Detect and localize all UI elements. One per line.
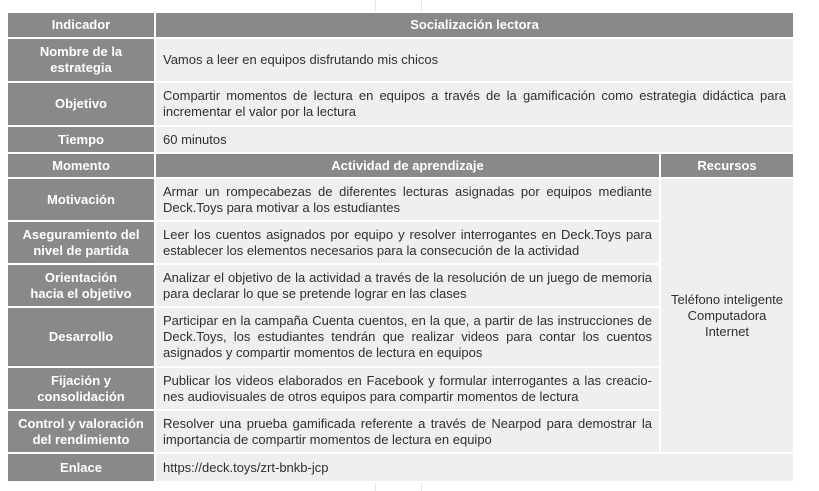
moment-label-line-1: Orientación — [44, 269, 118, 285]
moment-activity: Participar en la campaña Cuenta cuentos, en la que, a partir de las instrucciones de Deck.Toys, los estudiantes tendrán que realizar videos para contar los cuentos asignados y compartir momentos de lectura en equipos — [155, 307, 660, 367]
moment-label — [7, 264, 155, 307]
moment-label — [7, 221, 155, 264]
indicador-header: Indicador — [7, 12, 155, 38]
resources-cell — [660, 178, 794, 453]
moment-label — [7, 367, 155, 410]
moment-label-line-2: nivel de partida — [33, 242, 129, 258]
actividad-column-header: Actividad de aprendizaje — [155, 153, 660, 178]
moment-label-line-2: hacia el objetivo — [30, 285, 132, 301]
nombre-label — [7, 38, 155, 82]
moment-label-line-1: Motivación — [47, 191, 115, 207]
enlace-label: Enlace — [7, 453, 155, 482]
nombre-row — [7, 38, 794, 82]
momento-column-header: Momento — [7, 153, 155, 178]
nombre-label-line-2: estrategia — [50, 60, 112, 75]
nombre-value: Vamos a leer en equipos disfrutando mis chicos — [155, 38, 794, 82]
moment-label-line-1: Aseguramiento del — [22, 226, 140, 242]
objetivo-value: Compartir momentos de lectura en equipos a través de la gamificación como estrategia didáctica para incrementar el valor por la lectura — [155, 82, 794, 126]
moment-activity: Analizar el objetivo de la actividad a través de la resolución de un juego de memoria para declarar lo que se pretende lograr en las clases — [155, 264, 660, 307]
enlace-row — [7, 453, 794, 482]
resource-item: Internet — [704, 323, 750, 339]
strategy-title: Socialización lectora — [155, 12, 794, 38]
moment-label — [7, 410, 155, 453]
objetivo-row — [7, 82, 794, 126]
moment-label-line-1: Fijación y — [51, 372, 111, 388]
moment-row — [7, 178, 794, 221]
moment-activity: Leer los cuentos asignados por equipo y resolver interrogantes en Deck.Toys para establecer los elementos necesarios para la consecución de la actividad — [155, 221, 660, 264]
recursos-column-header: Recursos — [660, 153, 794, 178]
tiempo-row — [7, 126, 794, 153]
resource-item: Teléfono inteligente — [670, 291, 784, 307]
moment-label — [7, 307, 155, 367]
header-row — [7, 12, 794, 38]
columns-header-row — [7, 153, 794, 178]
moment-label — [7, 178, 155, 221]
nombre-label-line-1: Nombre de la — [39, 44, 123, 59]
tiempo-value: 60 minutos — [155, 126, 794, 153]
moment-label-line-2: consolidación — [37, 388, 125, 404]
resource-item: Computadora — [687, 307, 767, 323]
strategy-table — [6, 11, 795, 483]
moment-label-line-1: Control y valoración — [18, 415, 144, 431]
moment-activity: Publicar los videos elaborados en Facebook y formular interrogantes a las creacio-nes audiovisuales de otros equipos para compartir momentos de lectura — [155, 367, 660, 410]
enlace-link[interactable]: https://deck.toys/zrt-bnkb-jcp — [155, 453, 794, 482]
moment-label-line-1: Desarrollo — [48, 329, 114, 344]
moment-label-line-2: del rendimiento — [32, 431, 130, 447]
moment-activity: Armar un rompecabezas de diferentes lecturas asignadas por equipos mediante Deck.Toys para motivar a los estudiantes — [155, 178, 660, 221]
objetivo-label: Objetivo — [7, 82, 155, 126]
moment-activity: Resolver una prueba gamificada referente a través de Nearpod para demostrar la importancia de compartir momentos de lectura en equipo — [155, 410, 660, 453]
tiempo-label: Tiempo — [7, 126, 155, 153]
